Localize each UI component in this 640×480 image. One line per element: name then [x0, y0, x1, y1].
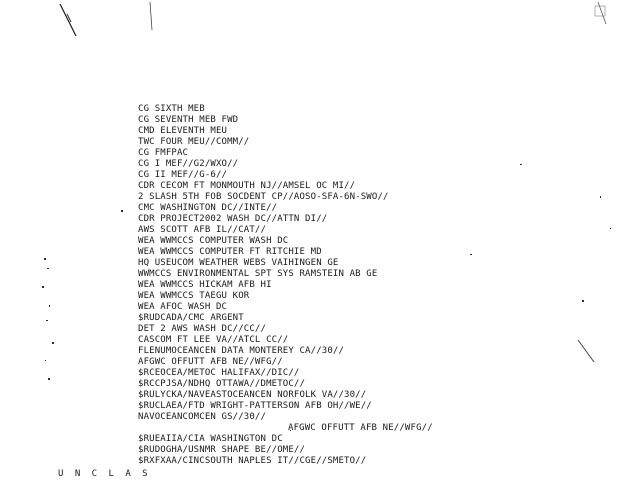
- scan-speck: [48, 378, 50, 380]
- scan-speck: [45, 360, 46, 361]
- addressee-line: $RULYCKA/NAVEASTOCEANCEN NORFOLK VA//30//: [138, 390, 367, 400]
- addressee-line: FLENUMOCEANCEN DATA MONTEREY CA//30//: [138, 346, 345, 356]
- addressee-line: WWMCCS ENVIRONMENTAL SPT SYS RAMSTEIN AB GE: [138, 269, 378, 279]
- scan-speck: [52, 342, 54, 344]
- scan-speck: [42, 286, 44, 288]
- addressee-line: WEA AFOC WASH DC: [138, 302, 228, 312]
- scan-speck: [49, 305, 50, 307]
- scan-speck: [600, 196, 601, 198]
- scratch-mark: [578, 340, 594, 362]
- scan-blot: [595, 6, 605, 16]
- addressee-line: $RCEOCEA/METOC HALIFAX//DIC//: [138, 368, 300, 378]
- scan-speck: [46, 320, 48, 321]
- classification-marking: U N C L A S: [58, 469, 151, 479]
- addressee-line: CDR PROJECT2002 WASH DC//ATTN DI//: [138, 214, 328, 224]
- scratch-mark: [67, 14, 71, 22]
- scratch-mark: [150, 2, 152, 30]
- scan-speck: [582, 300, 584, 302]
- addressee-line: $RUEAIIA/CIA WASHINGTON DC: [138, 434, 283, 444]
- addressee-line: $RXFXAA/CINCSOUTH NAPLES IT//CGE//SMETO//: [138, 456, 367, 466]
- scan-speck: [47, 268, 49, 269]
- addressee-line: $RUDCADA/CMC ARGENT: [138, 313, 244, 323]
- addressee-line: DET 2 AWS WASH DC//CC//: [138, 324, 267, 334]
- addressee-line: CG FMFPAC: [138, 148, 189, 158]
- addressee-line: TWC FOUR MEU//COMM//: [138, 137, 250, 147]
- addressee-line: CG SEVENTH MEB FWD: [138, 115, 239, 125]
- addressee-line: CG II MEF//G-6//: [138, 170, 228, 180]
- addressee-line: WEA WWMCCS COMPUTER FT RITCHIE MD: [138, 247, 322, 257]
- scratch-mark: [598, 2, 606, 24]
- addressee-line: CDR CECOM FT MONMOUTH NJ//AMSEL OC MI//: [138, 181, 356, 191]
- addressee-line: CMD ELEVENTH MEU: [138, 126, 228, 136]
- addressee-line: CG SIXTH MEB: [138, 104, 205, 114]
- addressee-line: WEA WWMCCS HICKAM AFB HI: [138, 280, 272, 290]
- addressee-line: WEA WWMCCS TAEGU KOR: [138, 291, 250, 301]
- addressee-line: WEA WWMCCS COMPUTER WASH DC: [138, 236, 289, 246]
- addressee-line: $RUCLAEA/FTD WRIGHT-PATTERSON AFB OH//WE//: [138, 401, 372, 411]
- addressee-line: CG I MEF//G2/WXO//: [138, 159, 239, 169]
- addressee-line: CASCOM FT LEE VA//ATCL CC//: [138, 335, 289, 345]
- addressee-line: AFGWC OFFUTT AFB NE//WFG//: [288, 423, 433, 433]
- scan-speck: [520, 164, 522, 165]
- addressee-line: AWS SCOTT AFB IL//CAT//: [138, 225, 267, 235]
- addressee-line: NAVOCEANCOMCEN GS//30//: [138, 412, 267, 422]
- addressee-line: HQ USEUCOM WEATHER WEBS VAIHINGEN GE: [138, 258, 339, 268]
- scan-speck: [470, 254, 472, 255]
- scan-speck: [610, 228, 611, 229]
- addressee-line: $RUDOGHA/USNMR SHAPE BE//OME//: [138, 445, 306, 455]
- scan-speck: [121, 210, 123, 212]
- scratch-mark: [60, 4, 76, 36]
- addressee-line: $RCCPJSA/NDHQ OTTAWA//DMETOC//: [138, 379, 306, 389]
- scan-speck: [44, 258, 46, 260]
- addressee-line: 2 SLASH 5TH FOB SOCDENT CP//AOSO-SFA-6N-SWO//: [138, 192, 389, 202]
- addressee-line: CMC WASHINGTON DC//INTE//: [138, 203, 278, 213]
- addressee-line: AFGWC OFFUTT AFB NE//WFG//: [138, 357, 283, 367]
